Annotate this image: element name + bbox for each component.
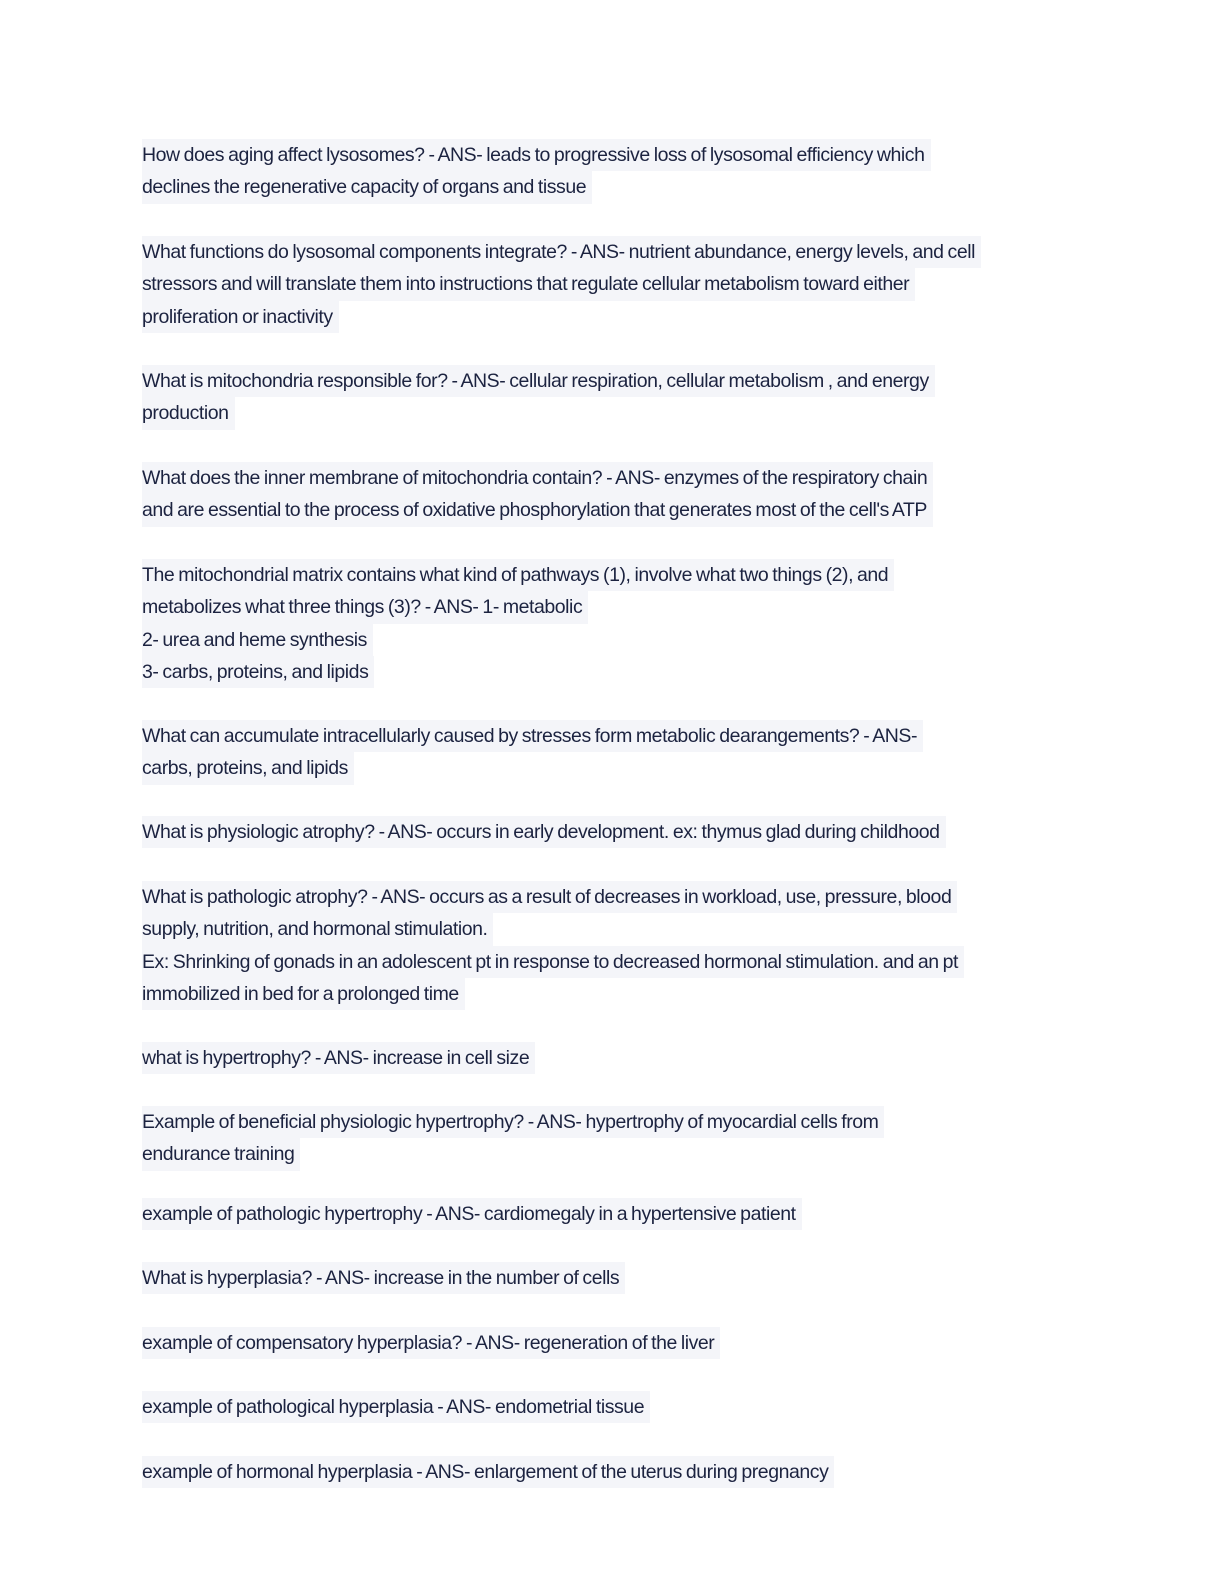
qa-item	[142, 1198, 1072, 1230]
qa-line: What is mitochondria responsible for? - ANS- cellular respiration, cellular metabolism , and energy	[142, 365, 935, 397]
qa-item	[142, 365, 1072, 430]
qa-line: What does the inner membrane of mitochondria contain? - ANS- enzymes of the respiratory chain	[142, 462, 933, 494]
qa-line: carbs, proteins, and lipids	[142, 752, 354, 784]
qa-line: and are essential to the process of oxidative phosphorylation that generates most of the cell's ATP	[142, 494, 933, 526]
qa-line: What is hyperplasia? - ANS- increase in the number of cells	[142, 1262, 625, 1294]
qa-line: proliferation or inactivity	[142, 301, 339, 333]
qa-line: What is physiologic atrophy? - ANS- occurs in early development. ex: thymus glad during childhood	[142, 816, 946, 848]
qa-item	[142, 1262, 1072, 1294]
qa-item	[142, 559, 1072, 688]
qa-line: Ex: Shrinking of gonads in an adolescent pt in response to decreased hormonal stimulation. and an pt	[142, 946, 964, 978]
qa-item	[142, 1106, 1072, 1171]
qa-item	[142, 1456, 1072, 1488]
qa-item	[142, 1327, 1072, 1359]
qa-line: immobilized in bed for a prolonged time	[142, 978, 465, 1010]
qa-line: example of pathologic hypertrophy - ANS- cardiomegaly in a hypertensive patient	[142, 1198, 802, 1230]
qa-line: What can accumulate intracellularly caused by stresses form metabolic dearangements? - ANS-	[142, 720, 923, 752]
qa-line: 2- urea and heme synthesis	[142, 624, 373, 656]
qa-line: example of compensatory hyperplasia? - ANS- regeneration of the liver	[142, 1327, 720, 1359]
qa-line: what is hypertrophy? - ANS- increase in cell size	[142, 1042, 535, 1074]
qa-line: The mitochondrial matrix contains what kind of pathways (1), involve what two things (2), and	[142, 559, 894, 591]
qa-item	[142, 139, 1072, 204]
qa-line: endurance training	[142, 1138, 300, 1170]
qa-line: production	[142, 397, 235, 429]
qa-line: What functions do lysosomal components integrate? - ANS- nutrient abundance, energy levels, and cell	[142, 236, 981, 268]
qa-item	[142, 816, 1072, 848]
qa-line: declines the regenerative capacity of organs and tissue	[142, 171, 592, 203]
qa-line: example of pathological hyperplasia - ANS- endometrial tissue	[142, 1391, 650, 1423]
qa-item	[142, 1042, 1072, 1074]
qa-item	[142, 881, 1072, 1010]
qa-item	[142, 462, 1072, 527]
qa-item	[142, 720, 1072, 785]
qa-line: stressors and will translate them into instructions that regulate cellular metabolism toward either	[142, 268, 915, 300]
qa-line: 3- carbs, proteins, and lipids	[142, 656, 374, 688]
qa-item	[142, 1391, 1072, 1423]
qa-line: example of hormonal hyperplasia - ANS- enlargement of the uterus during pregnancy	[142, 1456, 834, 1488]
qa-line: metabolizes what three things (3)? - ANS- 1- metabolic	[142, 591, 588, 623]
qa-line: How does aging affect lysosomes? - ANS- leads to progressive loss of lysosomal efficiency which	[142, 139, 931, 171]
qa-item	[142, 236, 1072, 333]
qa-line: supply, nutrition, and hormonal stimulation.	[142, 913, 493, 945]
qa-line: Example of beneficial physiologic hypertrophy? - ANS- hypertrophy of myocardial cells from	[142, 1106, 884, 1138]
qa-line: What is pathologic atrophy? - ANS- occurs as a result of decreases in workload, use, pressure, blood	[142, 881, 957, 913]
